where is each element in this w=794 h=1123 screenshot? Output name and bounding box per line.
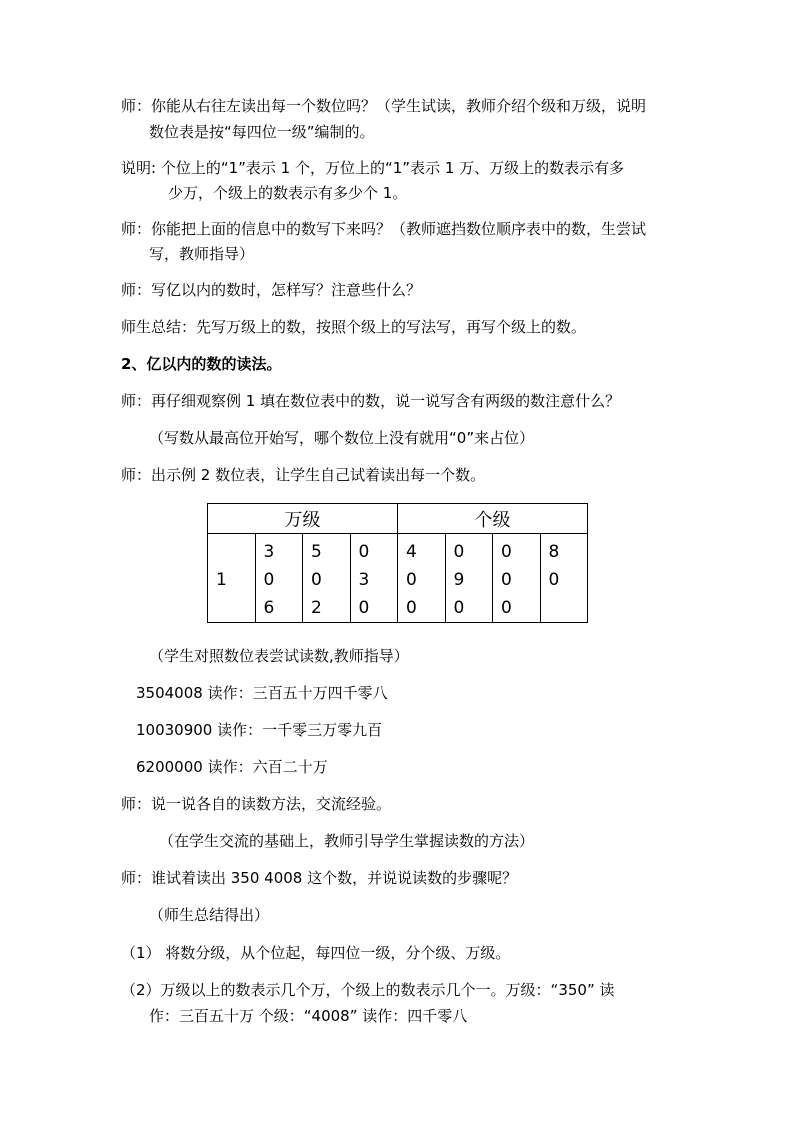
digit: 0 [406,598,417,618]
digit: 0 [358,598,370,618]
paragraph-2-line-2: 少万，个级上的数表示有多少个 1。 [168,184,408,202]
digit: 0 [501,598,512,618]
digit: 3 [263,542,275,562]
digit: 6 [263,598,275,618]
digit: 3 [358,570,370,590]
step-1: （1） 将数分级，从个位起，每四位一级，分个级、万级。 [121,944,511,962]
paragraph-4: 师：写亿以内的数时，怎样写？注意些什么？ [121,281,422,299]
section-heading: 2、亿以内的数的读法。 [121,355,282,373]
digit-cell-1 [208,534,256,623]
digit-cell-4 [350,534,398,623]
header-ge: 个级 [398,504,588,534]
digit: 0 [548,570,560,590]
digit: 9 [453,570,465,590]
header-wan: 万级 [208,504,398,534]
digit: 8 [548,542,560,562]
paragraph-14: 师：说一说各自的读数方法，交流经验。 [121,795,392,813]
digit: 2 [311,598,322,618]
digit: 0 [453,598,465,618]
digit: 4 [406,542,417,562]
reading-example-1: 3504008 读作：三百五十万四千零八 [136,684,388,702]
paragraph-2-line-1: 说明: 个位上的“1”表示 1 个，万位上的“1”表示 1 万、万级上的数表示有多 [121,159,625,177]
digit: 0 [311,570,322,590]
paragraph-15: （在学生交流的基础上，教师引导学生掌握读数的方法） [159,832,535,850]
place-value-table [207,503,588,623]
paragraph-8: （写数从最高位开始写，哪个数位上没有就用“0”来占位） [149,429,535,447]
reading-example-2: 10030900 读作：一千零三万零九百 [136,721,383,739]
paragraph-3-line-2: 写，教师指导） [149,245,255,263]
digit-cell-8 [540,534,588,623]
step-2-line-1: （2）万级以上的数表示几个万，个级上的数表示几个一。万级：“350” 读 [121,981,615,999]
paragraph-3-line-1: 师：你能把上面的信息中的数写下来吗？（教师遮挡数位顺序表中的数，生尝试 [121,220,647,238]
digit: 5 [311,542,322,562]
reading-example-3: 6200000 读作：六百二十万 [136,758,328,776]
digit: 0 [358,542,370,562]
digit: 0 [501,570,512,590]
paragraph-10: （学生对照数位表尝试读数,教师指导） [149,647,409,665]
digit: 0 [263,570,275,590]
digit-cell-2 [255,534,303,623]
paragraph-1-line-1: 师：你能从右往左读出每一个数位吗？（学生试读，教师介绍个级和万级，说明 [121,97,647,115]
digit: 0 [453,542,465,562]
digit: 0 [501,542,512,562]
digit: 0 [406,570,417,590]
paragraph-17: （师生总结得出） [149,906,270,924]
digit: 1 [216,570,227,590]
paragraph-9: 师：出示例 2 数位表，让学生自己试着读出每一个数。 [121,466,486,484]
step-2-line-2: 作：三百五十万 个级：“4008” 读作：四千零八 [149,1007,468,1025]
paragraph-1-line-2: 数位表是按“每四位一级”编制的。 [149,123,375,141]
paragraph-5: 师生总结：先写万级上的数，按照个级上的写法写，再写个级上的数。 [121,318,587,336]
digit-cell-5 [398,534,446,623]
digit-cell-7 [493,534,541,623]
digit-cell-6 [445,534,493,623]
paragraph-7: 师：再仔细观察例 1 填在数位表中的数，说一说写含有两级的数注意什么？ [121,392,621,410]
paragraph-16: 师：谁试着读出 350 4008 这个数，并说说读数的步骤呢？ [121,869,518,887]
digit-cell-3 [303,534,351,623]
